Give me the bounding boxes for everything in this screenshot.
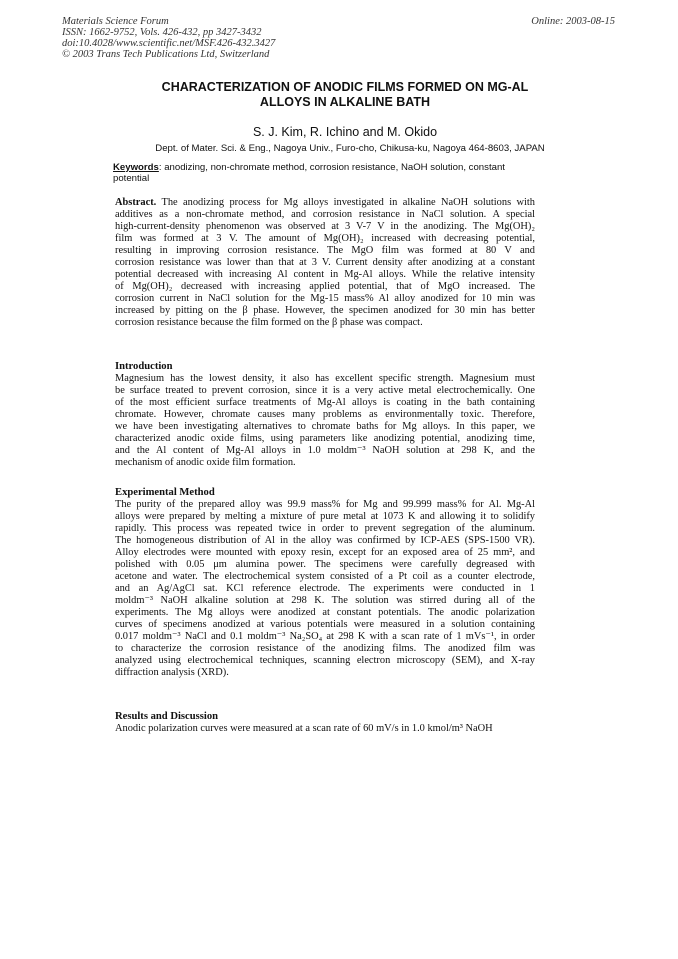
experimental-heading: Experimental Method	[115, 487, 215, 498]
title-line-2: ALLOYS IN ALKALINE BATH	[259, 95, 431, 109]
body-line: of the most efficient surface treatments of Mg-Al alloys is coating in the bath containing	[115, 397, 535, 408]
introduction-heading: Introduction	[115, 361, 173, 372]
body-line: analyzed using electrochemical techniques, scanning electron microscopy (SEM), and X-ray	[115, 655, 535, 666]
abstract-line: increased by pitting on the β phase. However, the specimen anodized for 30 min has better	[115, 305, 535, 316]
body-line: and an Ag/AgCl sat. KCl reference electrode. The experiments were conducted in 1	[115, 583, 535, 594]
body-line: characterized anodic oxide films, using parameters like anodizing potential, anodizing time,	[115, 433, 535, 444]
body-line: and the Al content of Mg-Al alloys in 1.0 moldm⁻³ NaOH solution at 298 K, and the	[115, 445, 535, 456]
body-line: polished with 0.05 μm alumina power. The specimens were carefully degreased with	[115, 559, 535, 570]
copyright-line: © 2003 Trans Tech Publications Ltd, Switzerland	[62, 49, 270, 60]
body-line: The homogeneous distribution of Al in the alloy was confirmed by ICP-AES (SPS-1500 VR).	[115, 535, 535, 546]
body-line: be surface treated to prevent corrosion, since it is a very active metal electrochemically. One	[115, 385, 535, 396]
journal-name: Materials Science Forum	[62, 16, 169, 27]
journal-header	[62, 16, 362, 60]
body-line: experiments. The Mg alloys were anodized at constant potentials. The anodic polarization	[115, 607, 535, 618]
abstract-label: Abstract.	[115, 197, 157, 208]
experimental-section	[115, 487, 535, 679]
title-line-1: CHARACTERIZATION OF ANODIC FILMS FORMED ON MG-AL	[161, 80, 529, 94]
abstract-line: The anodizing process for Mg alloys investigated in alkaline NaOH solutions with	[156, 197, 535, 208]
keywords	[113, 162, 543, 184]
body-line: diffraction analysis (XRD).	[115, 667, 229, 678]
abstract-line: corrosion current in NaCl solution for the Mg-15 mass% Al alloy anodized for 10 min was	[115, 293, 535, 304]
abstract-line: additives as a non-chromate method, and corrosion resistance in NaCl solution. A special	[115, 209, 535, 220]
authors: S. J. Kim, R. Ichino and M. Okido	[252, 125, 438, 139]
abstract-line: potential decreased with increasing Al content in Mg-Al alloys. While the relative intensity	[115, 269, 535, 280]
body-line: 0.017 moldm⁻³ NaCl and 0.1 moldm⁻³ Na₂SO₄ at 298 K with a scan rate of 1 mVs⁻¹, in order	[115, 631, 535, 642]
abstract-line: corrosion resistance because the film formed on the β phase was compact.	[115, 317, 423, 328]
abstract-line: resulting in improving corrosion resistance. The MgO film was formed at 80 V and	[115, 245, 535, 256]
abstract-line: high-current-density phenomenon was observed at 3 V-7 V in the anodizing. The Mg(OH)₂	[115, 221, 535, 232]
abstract	[115, 197, 535, 329]
abstract-line: film was formed at 3 V. The amount of Mg(OH)₂ increased with decreasing potential,	[115, 233, 535, 244]
body-line: acetone and water. The electrochemical system consisted of a Pt coil as a counter electrode,	[115, 571, 535, 582]
body-line: mechanism of anodic oxide film formation.	[115, 457, 296, 468]
results-heading: Results and Discussion	[115, 711, 219, 722]
online-date: Online: 2003-08-15	[531, 16, 615, 27]
abstract-line: of Mg(OH)₂ decreased with increasing applied potential, that of MgO increased. The	[115, 281, 535, 292]
body-line: alloys were prepared by melting a mixture of pure metal at 1073 K and allowing it to solidify	[115, 511, 535, 522]
body-line: moldm⁻³ NaOH alkaline solution at 298 K. The solution was stirred during all of the	[115, 595, 535, 606]
doi-line[interactable]: doi:10.4028/www.scientific.net/MSF.426-432.3427	[62, 38, 276, 49]
results-section	[115, 711, 535, 735]
introduction-section	[115, 361, 535, 469]
body-line: to characterize the corrosion resistance of the anodizing films. The anodized film was	[115, 643, 535, 654]
body-line: rapidly. This process was repeated twice in order to prevent segregation of the aluminum.	[115, 523, 535, 534]
body-line: we have been investigating alternatives to chromate baths for Mg alloys. In this paper, we	[115, 421, 535, 432]
body-line: chromate. However, chromate causes many problems as environmentally toxic. Therefore,	[115, 409, 535, 420]
body-line: Anodic polarization curves were measured at a scan rate of 60 mV/s in 1.0 kmol/m³ NaOH	[115, 723, 493, 734]
issn-line: ISSN: 1662-9752, Vols. 426-432, pp 3427-3432	[62, 27, 262, 38]
paper-title	[110, 80, 580, 110]
body-line: The purity of the prepared alloy was 99.9 mass% for Mg and 99.999 mass% for Al. Mg-Al	[115, 499, 535, 510]
body-line: Magnesium has the lowest density, it also has excellent specific strength. Magnesium must	[115, 373, 535, 384]
body-line: Alloy electrodes were mounted with epoxy resin, except for an exposed area of 25 mm², and	[115, 547, 535, 558]
body-line: curves of specimens anodized at various potentials were measured in a solution containing	[115, 619, 535, 630]
affiliation: Dept. of Mater. Sci. & Eng., Nagoya Univ., Furo-cho, Chikusa-ku, Nagoya 464-8603, JAPAN	[155, 143, 545, 154]
keywords-label: Keywords	[113, 162, 159, 173]
keywords-text: : anodizing, non-chromate method, corrosion resistance, NaOH solution, constant potential	[113, 162, 505, 184]
abstract-line: corrosion resistance was lower than that at 3 V. Current density after anodizing at a constant	[115, 257, 535, 268]
